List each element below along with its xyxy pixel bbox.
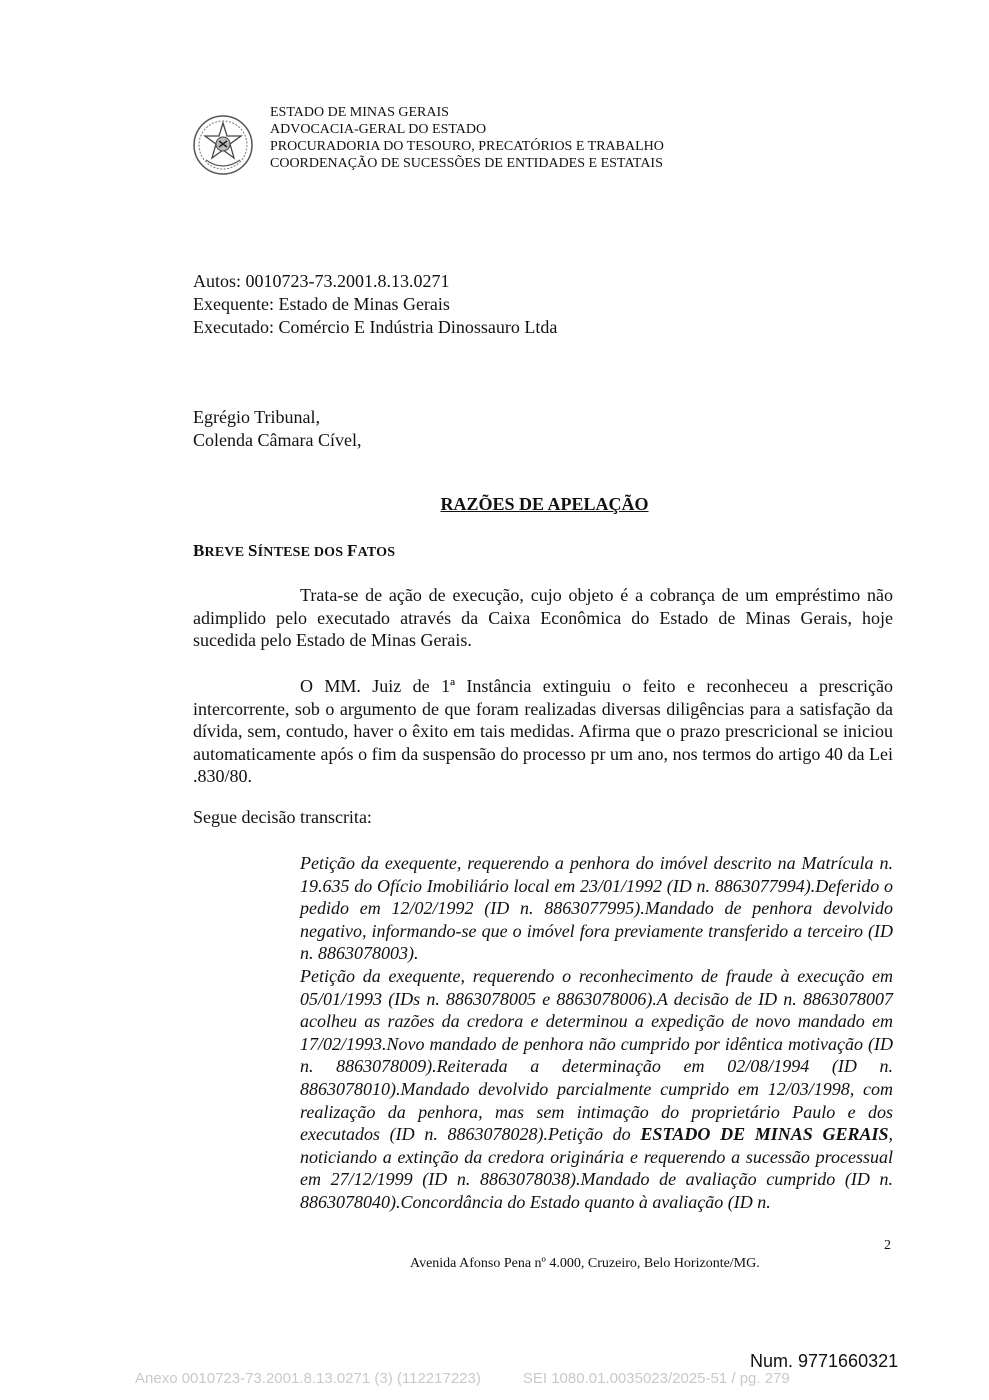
letterhead-line: ESTADO DE MINAS GERAIS: [270, 105, 449, 120]
letterhead-line: PROCURADORIA DO TESOURO, PRECATÓRIOS E TRABALHO: [270, 139, 664, 154]
document-title: RAZÕES DE APELAÇÃO: [440, 494, 649, 514]
section-heading-rest: ÍNTESE DOS: [257, 545, 347, 560]
letterhead-line: ADVOCACIA-GERAL DO ESTADO: [270, 122, 487, 137]
letterhead: [270, 104, 664, 172]
section-heading-cap: S: [247, 541, 258, 560]
quote-text: , noticiando a extinção da credora originária e requerendo a sucessão processual em 27/12/1999 (ID n. 8863078038).Mandado de avaliação cumprido (ID n. 8863078040).Concordância do Estado quanto à avaliação (ID n.: [300, 1124, 894, 1212]
annex-reference: Anexo 0010723-73.2001.8.13.0271 (3) (112217223): [135, 1370, 481, 1387]
section-heading-rest: REVE: [204, 545, 248, 560]
annex-watermark: [135, 1370, 832, 1387]
section-heading-cap: B: [193, 541, 205, 560]
quoted-decision: [300, 852, 893, 1214]
case-number: Autos: 0010723-73.2001.8.13.0271: [193, 271, 450, 291]
section-heading: [193, 541, 395, 561]
quote-text: Petição da exequente, requerendo o reconhecimento de fraude à execução em 05/01/1993 (IDs n. 8863078005 e 8863078006).A decisão de ID n. 8863078007 acolheu as razões da credora e determinou a expedição de novo mandado em 17/02/1993.Novo mandado de penhora não cumprido por idêntica motivação (ID n. 8863078009).Reiterada a determinação em 02/08/1994 (ID n. 8863078010).Mandado devolvido parcialmente cumprido em 12/03/1998, com realização da penhora, mas sem intimação do proprietário Paulo e dos executados (ID n. 8863078028).Petição do: [300, 965, 893, 1145]
salutation: [193, 406, 361, 452]
coat-of-arms-icon: [192, 114, 254, 176]
footer-address: Avenida Afonso Pena nº 4.000, Cruzeiro, Belo Horizonte/MG.: [410, 1256, 760, 1271]
defendant: Executado: Comércio E Indústria Dinossauro Ltda: [193, 317, 558, 337]
paragraph: Trata-se de ação de execução, cujo objeto é a cobrança de um empréstimo não adimplido pelo executado através da Caixa Econômica do Estado de Minas Gerais, hoje sucedida pelo Estado de Minas Gerais.: [193, 585, 893, 650]
sei-reference: SEI 1080.01.0035023/2025-51 / pg. 279: [522, 1370, 790, 1387]
paragraph: O MM. Juiz de 1ª Instância extinguiu o feito e reconheceu a prescrição intercorrente, sob o argumento de que foram realizadas diversas diligências para a satisfação da dívida, sem, contudo, haver o êxito em tais medidas. Afirma que o prazo prescricional se iniciou automaticamente após o fim da suspensão do processo pr um ano, nos termos do artigo 40 da Lei .830/80.: [193, 676, 893, 786]
salutation-line: Egrégio Tribunal,: [193, 407, 321, 427]
plaintiff: Exequente: Estado de Minas Gerais: [193, 294, 450, 314]
section-heading-cap: F: [346, 541, 358, 560]
quote-paragraph: Petição da exequente, requerendo a penhora do imóvel descrito na Matrícula n. 19.635 do Ofício Imobiliário local em 23/01/1992 (ID n. 8863077994).Deferido o pedido em 12/02/1992 (ID n. 8863077995).Mandado de penhora devolvido negativo, informando-se que o imóvel fora previamente transferido a terceiro (ID n. 8863078003).: [300, 853, 893, 964]
paragraph: Segue decisão transcrita:: [193, 807, 372, 827]
letterhead-line: COORDENAÇÃO DE SUCESSÕES DE ENTIDADES E ESTATAIS: [270, 156, 663, 171]
salutation-line: Colenda Câmara Cível,: [193, 430, 362, 450]
quote-emphasis: ESTADO DE MINAS GERAIS: [640, 1124, 889, 1145]
page-number: 2: [884, 1238, 891, 1253]
section-heading-rest: ATOS: [357, 545, 396, 560]
case-info: [193, 270, 557, 339]
document-number: Num. 9771660321: [750, 1351, 899, 1371]
quote-paragraph: [300, 965, 893, 1214]
